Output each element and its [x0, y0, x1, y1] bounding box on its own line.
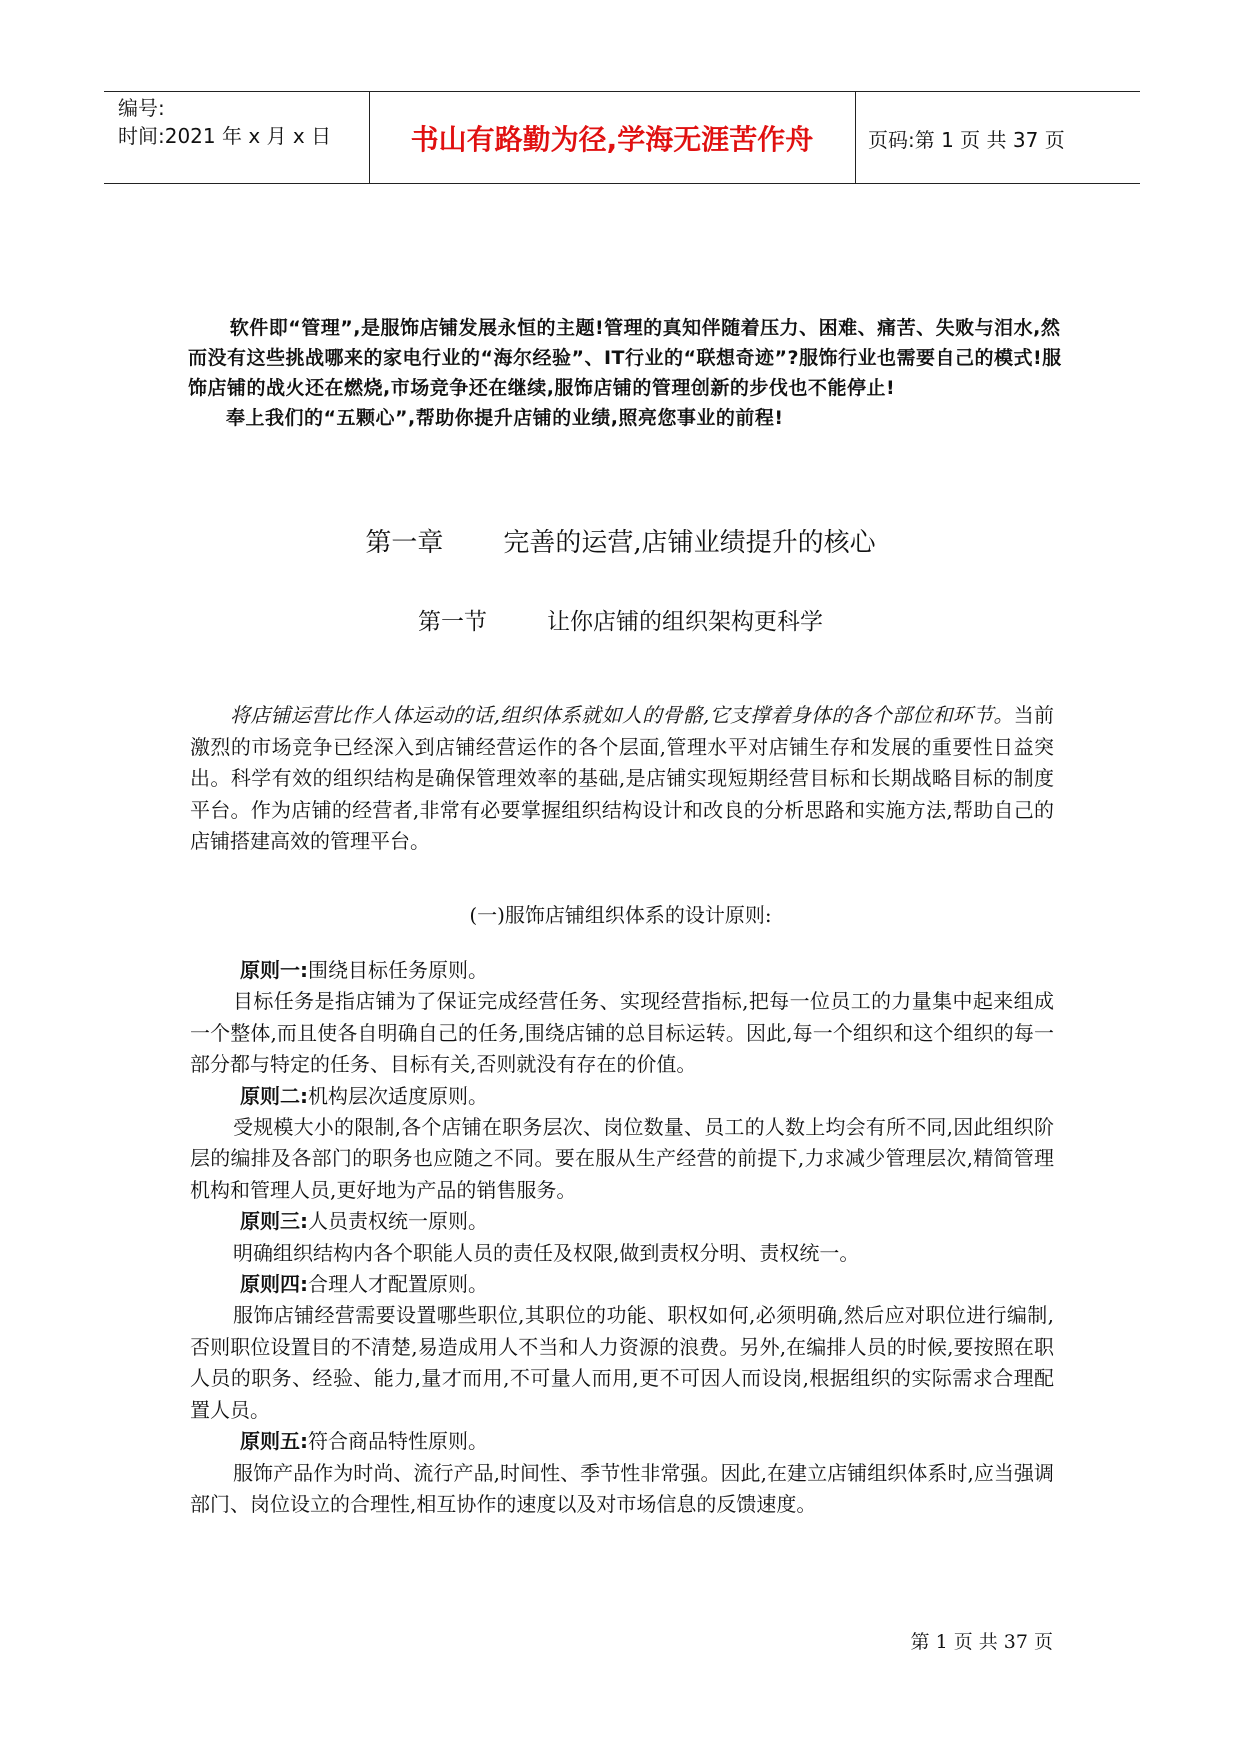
chapter-title: 完善的运营,店铺业绩提升的核心 — [503, 528, 876, 558]
principle-1-title — [190, 955, 1054, 986]
principle-2-title — [190, 1081, 1054, 1112]
body-italic-lead: 将店铺运营比作人体运动的话,组织体系就如人的骨骼,它支撑着身体的各个部位和环节。 — [230, 703, 1014, 727]
chapter-number: 第一章 — [365, 528, 444, 558]
header-divider-right — [855, 91, 856, 183]
header-top-rule — [104, 91, 1140, 92]
footer-page-number: 第 1 页 共 37 页 — [910, 1631, 1053, 1653]
principle-5-text: 服饰产品作为时尚、流行产品,时间性、季节性非常强。因此,在建立店铺组织体系时,应当强调部门、岗位设立的合理性,相互协作的速度以及对市场信息的反馈速度。 — [190, 1460, 1054, 1516]
header-number: 编号: — [118, 96, 165, 120]
principle-3-text: 明确组织结构内各个职能人员的责任及权限,做到责权分明、责权统一。 — [233, 1240, 860, 1265]
header-meta — [118, 94, 331, 150]
principle-5-name: 符合商品特性原则。 — [308, 1429, 488, 1454]
header-bottom-rule — [104, 183, 1140, 184]
principle-3-name: 人员责权统一原则。 — [308, 1209, 488, 1234]
principle-2-text: 受规模大小的限制,各个店铺在职务层次、岗位数量、员工的人数上均会有所不同,因此组织阶层的编排及各部门的职务也应随之不同。要在服从生产经营的前提下,力求减少管理层次,精简管理机构和管理人员,更好地为产品的销售服务。 — [190, 1115, 1054, 1202]
principles-subheading: (一)服饰店铺组织体系的设计原则: — [469, 903, 772, 927]
principle-2-label: 原则二: — [240, 1083, 308, 1108]
principle-5-title — [190, 1426, 1054, 1457]
principle-2-name: 机构层次适度原则。 — [308, 1083, 488, 1108]
principle-4-title — [190, 1269, 1054, 1300]
section-heading — [0, 603, 1241, 636]
header-motto: 书山有路勤为径,学海无涯苦作舟 — [410, 123, 814, 156]
principle-1-text: 目标任务是指店铺为了保证完成经营任务、实现经营指标,把每一位员工的力量集中起来组成一个整体,而且使各自明确自己的任务,围绕店铺的总目标运转。因此,每一个组织和这个组织的每一部分都与特定的任务、目标有关,否则就没有存在的价值。 — [190, 989, 1054, 1077]
principles-list — [190, 955, 1054, 1520]
intro-paragraph-1: 软件即“管理”,是服饰店铺发展永恒的主题!管理的真知伴随着压力、困难、痛苦、失败与泪水,然而没有这些挑战哪来的家电行业的“海尔经验”、IT行业的“联想奇迹”?服饰行业也需要自己的模式!服饰店铺的战火还在燃烧,市场竞争还在继续,服饰店铺的管理创新的步伐也不能停止! — [188, 317, 1062, 399]
body-paragraph-text — [190, 700, 1054, 858]
body-rest: 当前激烈的市场竞争已经深入到店铺经营运作的各个层面,管理水平对店铺生存和发展的重要性日益突出。科学有效的组织结构是确保管理效率的基础,是店铺实现短期经营目标和长期战略目标的制度平台。作为店铺的经营者,非常有必要掌握组织结构设计和改良的分析思路和实施方法,帮助自己的店铺搭建高效的管理平台。 — [190, 703, 1055, 853]
header-divider-left — [369, 91, 370, 183]
section-title: 让你店铺的组织架构更科学 — [547, 609, 823, 635]
intro-paragraph-2: 奉上我们的“五颗心”,帮助你提升店铺的业绩,照亮您事业的前程! — [226, 407, 784, 429]
principle-4-name: 合理人才配置原则。 — [308, 1272, 488, 1297]
principle-1-label: 原则一: — [240, 958, 308, 982]
intro-block — [188, 313, 1068, 433]
principle-3-title — [190, 1206, 1054, 1237]
principle-4-label: 原则四: — [240, 1272, 308, 1297]
principle-1-name: 围绕目标任务原则。 — [308, 958, 488, 982]
section-number: 第一节 — [418, 609, 487, 635]
chapter-heading — [0, 522, 1241, 559]
body-paragraph — [190, 700, 1054, 858]
principle-3-label: 原则三: — [240, 1209, 308, 1234]
header-time: 时间:2021 年 x 月 x 日 — [118, 124, 332, 148]
principle-5-label: 原则五: — [240, 1429, 308, 1454]
header-page-number: 页码:第 1 页 共 37 页 — [868, 128, 1065, 152]
principle-4-text: 服饰店铺经营需要设置哪些职位,其职位的功能、职权如何,必须明确,然后应对职位进行编制,否则职位设置目的不清楚,易造成用人不当和人力资源的浪费。另外,在编排人员的时候,要按照在职人员的职务、经验、能力,量才而用,不可量人而用,更不可因人而设岗,根据组织的实际需求合理配置人员。 — [190, 1303, 1054, 1422]
